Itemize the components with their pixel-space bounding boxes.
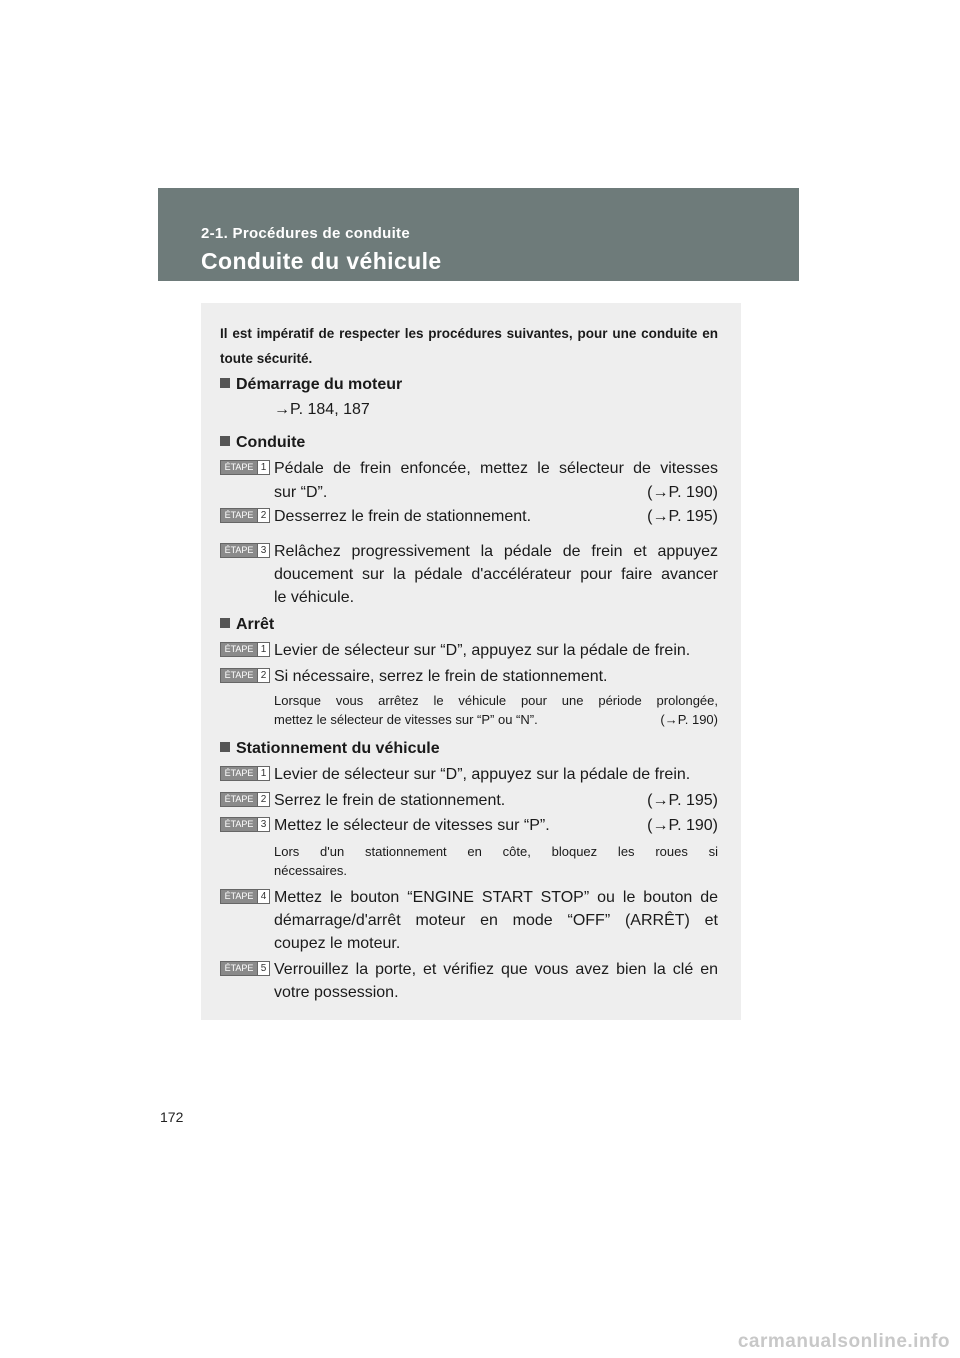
chapter-header bbox=[158, 188, 799, 281]
step-item bbox=[220, 540, 718, 564]
step-text: Pédale de frein enfoncée, mettez le sélecteur de vitesses bbox=[274, 460, 718, 477]
page-reference: (→P. 195) bbox=[647, 792, 718, 809]
step-text: Levier de sélecteur sur “D”, appuyez sur la pédale de frein. bbox=[274, 766, 691, 783]
step-item bbox=[220, 814, 718, 838]
step-text: Mettez le bouton “ENGINE START STOP” ou le bouton de bbox=[274, 889, 718, 906]
section-heading-stationnement bbox=[220, 739, 440, 759]
section-heading-conduite bbox=[220, 433, 305, 453]
step-text-continued: démarrage/d'arrêt moteur en mode “OFF” (ARRÊT) et bbox=[274, 912, 718, 929]
step-badge: ÉTAPE 1 bbox=[220, 642, 270, 657]
step-item bbox=[220, 763, 718, 787]
section-heading-demarrage bbox=[220, 375, 402, 395]
step-item bbox=[220, 505, 718, 529]
step-item bbox=[220, 789, 718, 813]
step-item bbox=[220, 886, 718, 910]
step-badge: ÉTAPE 1 bbox=[220, 460, 270, 475]
step-item bbox=[220, 958, 718, 982]
page-reference: →P. 184, 187 bbox=[274, 401, 370, 418]
step-text: Levier de sélecteur sur “D”, appuyez sur la pédale de frein. bbox=[274, 642, 691, 659]
page-number: 172 bbox=[160, 1109, 184, 1125]
step-text: Relâchez progressivement la pédale de frein et appuyez bbox=[274, 543, 718, 560]
step-item bbox=[220, 639, 718, 663]
step-note: Lors d'un stationnement en côte, bloquez les roues si bbox=[274, 844, 718, 859]
step-note: Lorsque vous arrêtez le véhicule pour une période prolongée, bbox=[274, 693, 718, 708]
step-text: Verrouillez la porte, et vérifiez que vous avez bien la clé en bbox=[274, 961, 718, 978]
step-text-continued: le véhicule. bbox=[274, 589, 355, 606]
square-bullet-icon bbox=[220, 378, 230, 388]
content-box bbox=[201, 303, 741, 1020]
step-text-continued: votre possession. bbox=[274, 984, 399, 1001]
step-badge: ÉTAPE 3 bbox=[220, 543, 270, 558]
step-badge: ÉTAPE 1 bbox=[220, 766, 270, 781]
section-title: Conduite bbox=[236, 434, 306, 451]
page-title: Conduite du véhicule bbox=[201, 248, 442, 274]
section-title: Arrêt bbox=[236, 616, 275, 633]
step-text-continued: doucement sur la pédale d'accélérateur pour faire avancer bbox=[274, 566, 718, 583]
square-bullet-icon bbox=[220, 618, 230, 628]
step-badge: ÉTAPE 2 bbox=[220, 792, 270, 807]
section-title: Stationnement du véhicule bbox=[236, 740, 440, 757]
step-text: Desserrez le frein de stationnement. bbox=[274, 508, 532, 525]
step-badge: ÉTAPE 4 bbox=[220, 889, 270, 904]
step-item bbox=[220, 665, 718, 689]
step-text: Serrez le frein de stationnement. bbox=[274, 792, 506, 809]
square-bullet-icon bbox=[220, 436, 230, 446]
step-item bbox=[220, 457, 718, 481]
section-label: 2-1. Procédures de conduite bbox=[201, 225, 410, 242]
page-reference: (→P. 195) bbox=[647, 508, 718, 525]
watermark: carmanualsonline.info bbox=[737, 1331, 950, 1352]
step-note: nécessaires. bbox=[274, 863, 347, 878]
intro-paragraph: Il est impératif de respecter les procédures suivantes, pour une conduite en toute sécurité. bbox=[220, 326, 718, 366]
step-badge: ÉTAPE 5 bbox=[220, 961, 270, 976]
step-note: mettez le sélecteur de vitesses sur “P” ou “N”. (→P. 190) bbox=[274, 712, 718, 727]
page-reference: (→P. 190) bbox=[647, 484, 718, 501]
step-badge: ÉTAPE 2 bbox=[220, 668, 270, 683]
step-text: Si nécessaire, serrez le frein de stationnement. bbox=[274, 668, 608, 685]
page-reference: (→P. 190) bbox=[660, 712, 718, 727]
square-bullet-icon bbox=[220, 742, 230, 752]
page-reference: (→P. 190) bbox=[647, 817, 718, 834]
step-text-continued: coupez le moteur. bbox=[274, 935, 401, 952]
step-text-continued: sur “D”. (→P. 190) bbox=[274, 481, 718, 505]
step-text: Mettez le sélecteur de vitesses sur “P”. bbox=[274, 817, 550, 834]
step-badge: ÉTAPE 3 bbox=[220, 817, 270, 832]
step-badge: ÉTAPE 2 bbox=[220, 508, 270, 523]
section-title: Démarrage du moteur bbox=[236, 376, 403, 393]
section-heading-arret bbox=[220, 615, 274, 635]
